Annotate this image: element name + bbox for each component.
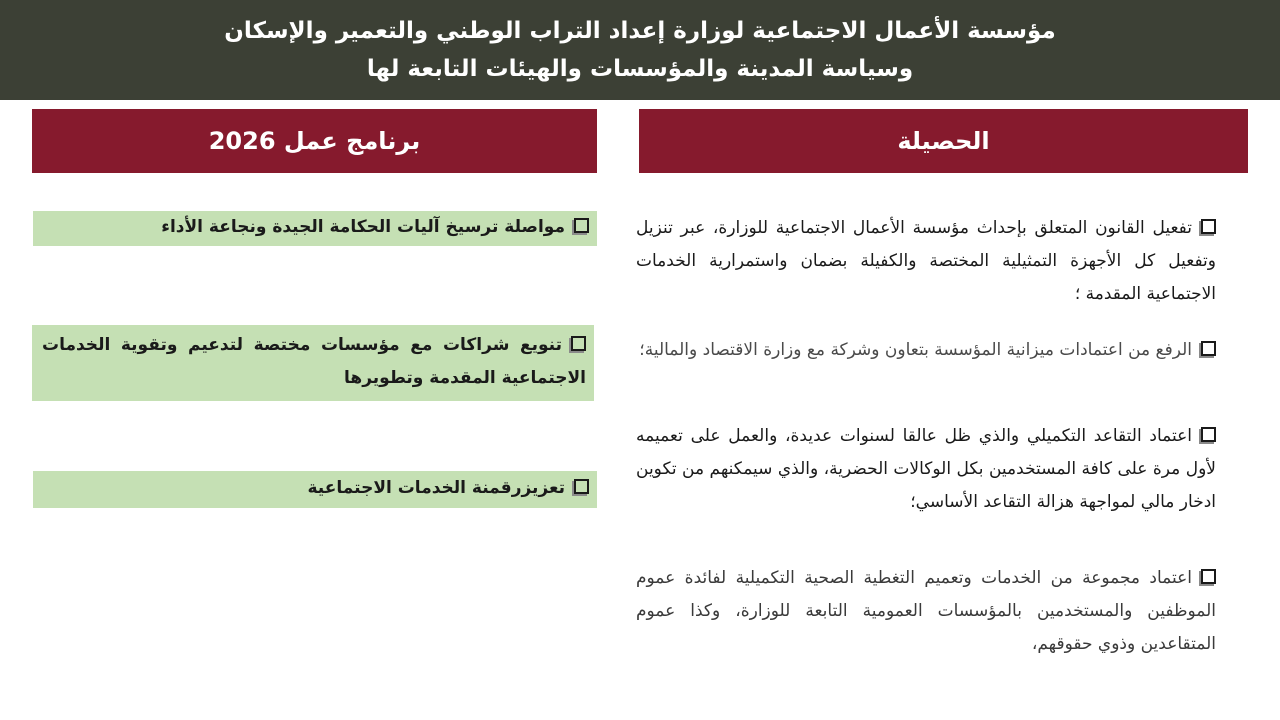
- checkbox-icon: [574, 479, 589, 494]
- program-header: برنامج عمل 2026: [32, 109, 597, 173]
- achievements-header: الحصيلة: [639, 109, 1248, 173]
- top-banner: [0, 0, 1280, 100]
- checkbox-icon: [1201, 427, 1216, 442]
- checkbox-icon: [571, 336, 586, 351]
- achievement-text: تفعيل القانون المتعلق بإحداث مؤسسة الأعمال الاجتماعية للوزارة، عبر تنزيل وتفعيل كل الأجهزة التمثيلية المختصة والكفيلة بضمان واستمرارية الخدمات الاجتماعية المقدمة ؛: [636, 218, 1216, 304]
- checkbox-icon: [1201, 569, 1216, 584]
- achievement-item-4: [636, 562, 1216, 661]
- checkbox-icon: [574, 218, 589, 233]
- achievement-item-2: [636, 334, 1216, 367]
- achievement-text: اعتماد مجموعة من الخدمات وتعميم التغطية الصحية التكميلية لفائدة عموم الموظفين والمستخدمين بالمؤسسات العمومية التابعة للوزارة، وكذا عموم المتقاعدين وذوي حقوقهم،: [636, 568, 1216, 654]
- achievement-item-3: [636, 420, 1216, 519]
- program-text: تعزيزرقمنة الخدمات الاجتماعية: [307, 478, 565, 498]
- program-text: تنويع شراكات مع مؤسسات مختصة لتدعيم وتقوية الخدمات الاجتماعية المقدمة وتطويرها: [42, 335, 586, 388]
- checkbox-icon: [1201, 341, 1216, 356]
- banner-line-2: وسياسة المدينة والمؤسسات والهيئات التابعة لها: [366, 56, 914, 82]
- program-item-3: [33, 471, 597, 508]
- banner-line-1: مؤسسة الأعمال الاجتماعية لوزارة إعداد التراب الوطني والتعمير والإسكان: [224, 18, 1056, 44]
- program-item-2: [32, 325, 594, 401]
- achievement-text: اعتماد التقاعد التكميلي والذي ظل عالقا لسنوات عديدة، والعمل على تعميمه لأول مرة على كافة المستخدمين بكل الوكالات الحضرية، والذي سيمكنهم من تكوين ادخار مالي لمواجهة هزالة التقاعد الأساسي؛: [636, 426, 1216, 512]
- program-item-1: [33, 211, 597, 246]
- achievement-item-1: [636, 212, 1216, 311]
- program-text: مواصلة ترسيخ آليات الحكامة الجيدة ونجاعة الأداء: [161, 217, 565, 237]
- checkbox-icon: [1201, 219, 1216, 234]
- achievement-text: الرفع من اعتمادات ميزانية المؤسسة بتعاون وشركة مع وزارة الاقتصاد والمالية؛: [639, 340, 1192, 360]
